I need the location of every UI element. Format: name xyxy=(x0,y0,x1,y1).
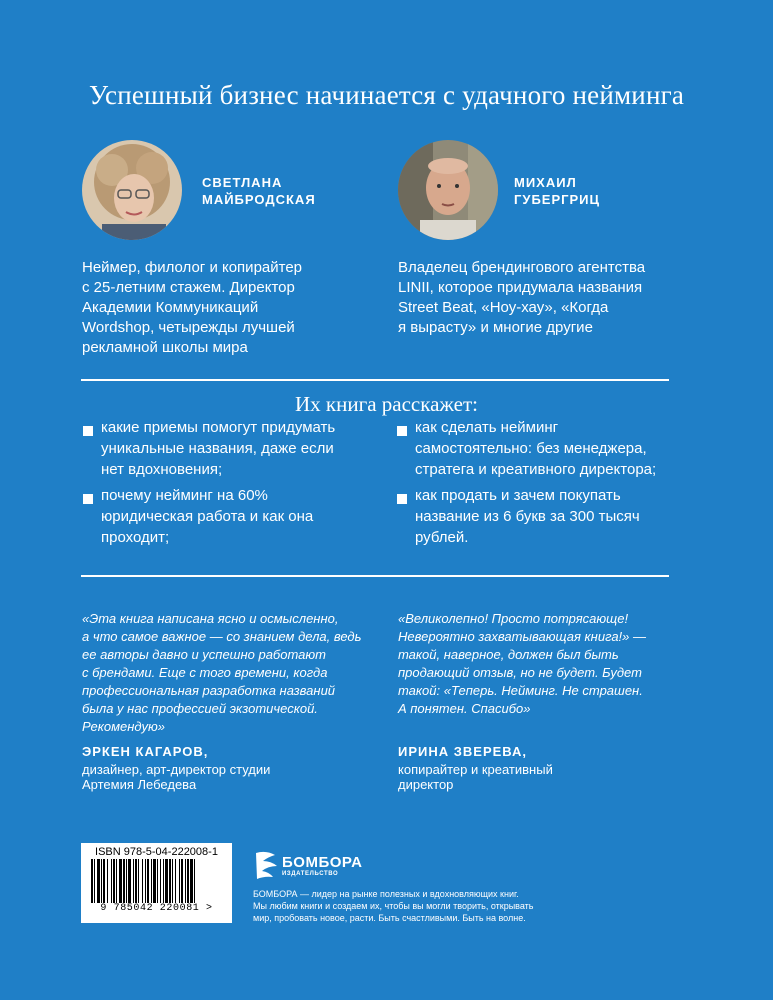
barcode-block xyxy=(81,843,232,923)
bio-line: Неймер, филолог и копирайтер xyxy=(82,259,303,276)
quote-line: такой, наверное, должен был быть xyxy=(398,647,619,662)
bullet-line: как продать и зачем покупать xyxy=(415,487,621,504)
bio-line: рекламной школы мира xyxy=(82,339,248,356)
bio-line: Wordshop, четырежды лучшей xyxy=(82,319,295,336)
barcode-bars xyxy=(89,859,224,903)
divider-top xyxy=(81,379,669,381)
review-quote-kagarov xyxy=(82,610,361,736)
publisher-description xyxy=(253,888,533,924)
desc-line: Мы любим книги и создаем их, чтобы вы могли творить, открывать xyxy=(253,901,534,911)
divider-bottom xyxy=(81,575,669,577)
bio-line: Street Beat, «Ноу-хау», «Когда xyxy=(398,299,609,316)
bio-line: я вырасту» и многие другие xyxy=(398,319,593,336)
bullet-line: название из 6 букв за 300 тысяч xyxy=(415,508,640,525)
review-author-kagarov: ЭРКЕН КАГАРОВ, xyxy=(82,744,209,759)
bullet-item-1 xyxy=(101,417,335,480)
bullet-line: проходит; xyxy=(101,529,170,546)
bio-line: с 25-летним стажем. Директор xyxy=(82,279,295,296)
publisher-subtitle: ИЗДАТЕЛЬСТВО xyxy=(282,871,339,877)
bullet-marker xyxy=(83,426,93,436)
review-role-zvereva xyxy=(398,762,553,792)
author-first-name: МИХАИЛ xyxy=(514,175,577,190)
author-bio-gubergrits xyxy=(398,258,645,338)
bio-line: Академии Коммуникаций xyxy=(82,299,259,316)
bullet-line: нет вдохновения; xyxy=(101,461,223,478)
review-role-kagarov xyxy=(82,762,270,792)
quote-line: Невероятно захватывающая книга!» — xyxy=(398,629,647,644)
review-quote-zvereva xyxy=(398,610,646,718)
publisher-name: БОМБОРА xyxy=(282,854,363,871)
author-first-name: СВЕТЛАНА xyxy=(202,175,283,190)
bullet-line: юридическая работа и как она xyxy=(101,508,314,525)
bullet-line: уникальные названия, даже если xyxy=(101,440,334,457)
quote-line: продающий отзыв, но не будет. Будет xyxy=(398,665,642,680)
bullet-line: почему нейминг на 60% xyxy=(101,487,268,504)
bullet-line: стратега и креативного директора; xyxy=(415,461,657,478)
role-line: дизайнер, арт-директор студии xyxy=(82,762,271,777)
quote-line: ее авторы давно и успешно работают xyxy=(82,647,326,662)
cover-title: Успешный бизнес начинается с удачного нейминга xyxy=(88,80,685,110)
bio-line: LINII, которое придумала названия xyxy=(398,279,643,296)
quote-line: такой: «Теперь. Нейминг. Не страшен. xyxy=(398,683,643,698)
quote-line: Рекомендую» xyxy=(82,719,165,734)
quote-line: «Эта книга написана ясно и осмысленно, xyxy=(82,611,339,626)
bullet-marker xyxy=(83,494,93,504)
author-name-maibrodskaya xyxy=(202,174,316,208)
bullet-item-3 xyxy=(415,417,656,480)
quote-line: «Великолепно! Просто потрясающе! xyxy=(398,611,629,626)
review-author-zvereva: ИРИНА ЗВЕРЕВА, xyxy=(398,744,528,759)
role-line: Артемия Лебедева xyxy=(82,777,197,792)
author-last-name: МАЙБРОДСКАЯ xyxy=(202,192,316,207)
desc-line: БОМБОРА — лидер на рынке полезных и вдохновляющих книг. xyxy=(253,889,519,899)
bullet-marker xyxy=(397,494,407,504)
section-title: Их книга расскажет: xyxy=(294,392,478,416)
role-line: директор xyxy=(398,777,454,792)
author-bio-maibrodskaya xyxy=(82,258,302,358)
isbn-digits: 9 785042 220081 > xyxy=(100,903,213,914)
author-photo-gubergrits xyxy=(398,140,498,240)
bombora-logo-icon xyxy=(253,850,279,880)
author-name-gubergrits xyxy=(514,174,600,208)
quote-line: с брендами. Еще с того времени, когда xyxy=(82,665,328,680)
bio-line: Владелец брендингового агентства xyxy=(398,259,646,276)
quote-line: была у нас профессией экзотической. xyxy=(82,701,318,716)
quote-line: а что самое важное — со знанием дела, ведь xyxy=(82,629,362,644)
quote-line: профессиональная разработка названий xyxy=(82,683,336,698)
bullet-line: как сделать нейминг xyxy=(415,419,559,436)
desc-line: мир, пробовать новое, расти. Быть счастливыми. Быть на волне. xyxy=(253,913,526,923)
quote-line: А понятен. Спасибо» xyxy=(398,701,531,716)
bullet-marker xyxy=(397,426,407,436)
author-photo-maibrodskaya xyxy=(82,140,182,240)
bullet-line: рублей. xyxy=(415,529,469,546)
author-last-name: ГУБЕРГРИЦ xyxy=(514,192,601,207)
bullet-line: какие приемы помогут придумать xyxy=(101,419,336,436)
bullet-item-2 xyxy=(101,485,313,548)
bullet-item-4 xyxy=(415,485,640,548)
isbn-label: ISBN 978-5-04-222008-1 xyxy=(95,846,218,858)
publisher-brand xyxy=(282,854,362,877)
role-line: копирайтер и креативный xyxy=(398,762,553,777)
bullet-line: самостоятельно: без менеджера, xyxy=(415,440,647,457)
